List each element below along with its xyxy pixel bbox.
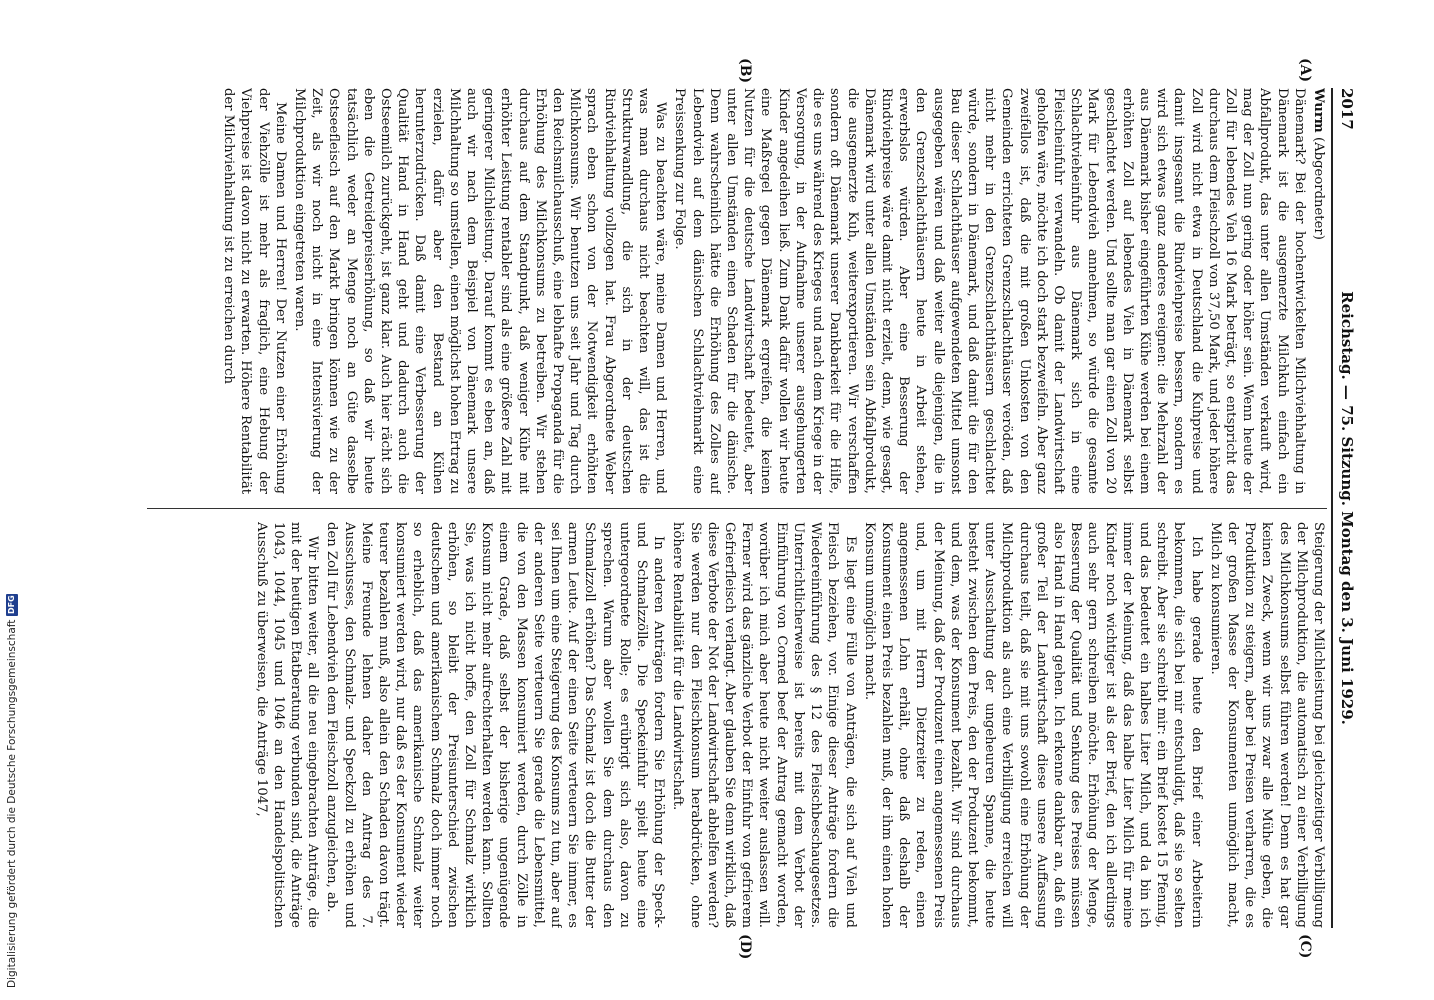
page-header (1333, 88, 1357, 928)
paragraph: Was zu beachten wäre, meine Damen und Herren, und was man durchaus nicht beachten will, das ist die Strukturwandlung, die sich in der deutschen Rindviehhaltung vollzogen hat. Frau Abgeordnete Weber sprach eben schon von der Notwendigkeit erhöhten Milchkonsums. Wir benutzen uns seit Jahr und Tag durch den Reichsmilchausschuß, eine lebhafte Propaganda für die Erhöhung des Milchkonsums zu betreiben. Wir stehen durchaus auf dem Standpunkt, daß weniger Kühe mit erhöhter Leistung rentabler sind als eine größere Zahl mit geringerer Milchleistung. Darauf kommt es eben an, daß auch wir nach dem Beispiel von Dänemark unsere Milchhaltung so umstellen, einen möglichst hohen Ertrag zu erzielen, dafür aber den Bestand an Kühen herunterzudrücken. Daß damit eine Verbesserung der Qualität Hand in Hand geht und dadurch auch die Ostseemilch zurückgeht, ist ganz klar. Auch hier rächt sich eben die Getreidepreiserhöhung, so daß wir heute tatsächlich weder an Menge noch an Güte dasselbe Ostseefleisch auf den Markt bringen können wie zu der Zeit, als wir noch nicht in eine Intensivierung der Milchproduktion eingetreten waren. (292, 88, 669, 494)
rotated-page (107, 58, 1357, 960)
header-rule (1331, 88, 1333, 928)
margin-marker-a: (A) (1297, 58, 1313, 83)
paragraph: Wir bitten weiter, all die neu eingebrachten Anträge, die mit der heutigen Etatberatung verbunden sind, die Anträge 1043, 1044, 1045 und 1046 an den Handelspolitischen Ausschuß zu überweisen, die Anträge 1047, (253, 522, 321, 928)
paragraph: Steigerung der Milchleistung bei gleichzeitiger Verbilligung der Milchproduktion, die automatisch zu einer Verbilligung des Milchkonsums selbst führen werden! Denn es hat gar keinen Zweck, wenn wir uns zwar alle Mühe geben, die Produktion zu steigern, aber bei Preisen verharren, die es der großen Masse der Konsumenten unmöglich macht, Milch zu konsumieren. (1207, 522, 1326, 928)
page-number: 2017 (1338, 88, 1356, 130)
digitization-credit (6, 594, 18, 988)
margin-marker-c: (C) (1297, 934, 1313, 959)
paragraph: In anderen Anträgen fordern Sie Erhöhung der Speck- und Schmalzzölle. Die Speckeinfuhr spielt heute eine untergeordnete Rolle; es erübrigt sich also, davon zu sprechen. Warum aber wollen Sie dem durchaus den Schmalzzoll erhöhen? Das Schmalz ist doch die Butter der armen Leute. Auf der einen Seite verteuern Sie immer, es sei Ihnen um eine Steigerung des Konsums zu tun, aber auf der anderen Seite verteuern Sie gerade die Lebensmittel, die von den Massen konsumiert werden, durch Zölle in einem Grade, daß selbst der bisherige ungenügende Konsum nicht mehr aufrechterhalten werden kann. Sollten Sie, was ich nicht hoffe, den Zoll für Schmalz wirklich erhöhen, so bleibt der Preisunterschied zwischen deutschem und amerikanischem Schmalz doch immer noch so erheblich, daß das amerikanische Schmalz weiter konsumiert werden wird, nur daß es der Konsument wieder teurer bezahlen muß, also allein den Schaden davon trägt. Meine Freunde lehnen daher den Antrag des 7. Ausschusses, den Schmalz- und Speckzoll zu erhöhen und den Zoll für Lebendvieh dem Fleischzoll anzugleichen, ab. (324, 522, 667, 928)
left-column (127, 88, 1327, 494)
paragraph: Meine Damen und Herren! Der Nutzen einer Erhöhung der Viehzölle ist mehr als fraglich, eine Hebung der Viehpreise ist davon nicht zu erwarten. Höhere Rentabilität der Milchviehhaltung ist zu erreichen durch (221, 88, 288, 494)
dfg-logo-icon: DFG (7, 595, 16, 614)
margin-marker-b: (B) (737, 58, 753, 84)
margin-marker-d: (D) (737, 934, 753, 960)
column-divider (147, 508, 1327, 509)
speaker-role: (Abgeordneter) (1311, 136, 1326, 240)
speaker-name: Wurm (1311, 88, 1326, 133)
paragraph: Dänemark? Bei der hochentwickelten Milchviehhaltung in Dänemark ist die ausgemerzte Milchkuh einfach ein Abfallprodukt, das unter allen Umständen verkauft wird, mag der Zoll nun gering oder höher sein. Wenn heute der Zoll für lebendes Vieh 16 Mark beträgt, so entspricht das durchaus dem Fleischzoll von 37,50 Mark, und jeder höhere Zoll wird nicht etwa in Deutschland die Kuhpreise und damit insgesamt die Rindviehpreise bessern, sondern es wird sich etwas ganz anderes ereignen: die Mehrzahl der aus Dänemark bisher eingeführten Kühe werden bei einem erhöhten Zoll auf lebendes Vieh in Dänemark selbst geschlachtet werden. Und sollte man gar einen Zoll von 20 Mark für Lebendvieh annehmen, so würde die gesamte Schlachtvieheinfuhr aus Dänemark sich in eine Fleischeinfuhr verwandeln. Ob damit der Landwirtschaft geholfen wäre, möchte ich doch stark bezweifeln. Aber ganz zweifellos ist, daß die mit großen Unkosten von den Gemeinden errichteten Grenzschlachthäuser veröden, daß nicht mehr in den Grenzschlachthäusern geschlachtet würde, sondern in Dänemark, und daß damit die für den Bau dieser Schlachthäuser aufgewendeten Mittel umsonst ausgegeben wären und daß weiter alle diejenigen, die in den Grenzschlachthäusern heute in Arbeit stehen, erwerbslos würden. Aber eine Besserung der Rindviehpreise wäre damit nicht erzielt, denn, wie gesagt, Dänemark wird unter allen Umständen sein Abfallprodukt, die ausgemerzte Kuh, weiterexportieren. Wir verschaffen sondern oft Dänemark unserer Dankbarkeit für die Hilfe, die es uns während des Krieges und nach dem Kriege in der Versorgung, in der Aufnahme unserer ausgehungerten Kinder angedeihen ließ. Zum Dank dafür wollen wir heute eine Maßregel gegen Dänemark ergreifen, die keinen Nutzen für die deutsche Landwirtschaft bedeutet, aber unter allen Umständen einen Schaden für die dänische. Denn wahrscheinlich hätte die Erhöhung des Zolles auf Lebendvieh auf dem dänischen Schlachtviehmarkt eine Preissenkung zur Folge. (672, 88, 1307, 494)
right-column (127, 522, 1327, 928)
paragraph: Es liegt eine Fülle von Anträgen, die sich auf Vieh und Fleisch beziehen, vor. Einige dieser Anträge fordern die Wiedereinführung des § 12 des Fleischbeschaugesetzes. Unterrichtlicherweise ist bereits mit dem Verbot der Einführung von Corned beef der Antrag gemacht worden, worüber ich mich aber heute nicht weiter auslassen will. Ferner wird das gänzliche Verbot der Einfuhr von gefrierem Gefrierfleisch verlangt. Aber glauben Sie denn wirklich, daß diese Verbote der Not der Landwirtschaft abhelfen werden? Sie werden nur den Fleischkonsum herabdrücken, ohne höhere Rentabilität für die Landwirtschaft. (670, 522, 858, 928)
paragraph: Ich habe gerade heute den Brief einer Arbeiterin bekommen, die sich bei mir entschuldigt, daß sie so selten schreibt. Aber sie schreibt mir: ein Brief kostet 15 Pfennig, und das bedeutet ein halbes Liter Milch, und da bin ich immer der Meinung, daß das halbe Liter Milch für meine Kinder noch wichtiger ist als der Brief, den ich allerdings auch sehr gern schreiben möchte. Erhöhung der Menge, Besserung der Qualität und Senkung des Preises müssen also Hand in Hand gehen. Ich erkenne dankbar an, daß ein großer Teil der Landwirtschaft diese unsere Auffassung durchaus teilt, daß sie mit uns sowohl eine Erhöhung der Milchproduktion als auch eine Verbilligung erreichen will unter Ausschaltung der ungeheuren Spanne, die heute besteht zwischen dem Preis, den der Produzent bekommt, und dem, was der Konsument bezahlt. Wir sind durchaus der Meinung, daß der Produzent einen angemessenen Preis und, um mit Herrn Dietzreiter zu reden, einen angemessenen Lohn erhält, ohne daß deshalb der Konsument einen Preis bezahlen muß, der ihm einen hohen Konsum unmöglich macht. (861, 522, 1204, 928)
paragraph (1310, 88, 1327, 494)
running-title: Reichstag. — 75. Sitzung. Montag den 3. Juni 1929. (1338, 291, 1356, 725)
credit-text: Digitalisierung gefördert durch die Deutsche Forschungsgemeinschaft (6, 619, 18, 988)
